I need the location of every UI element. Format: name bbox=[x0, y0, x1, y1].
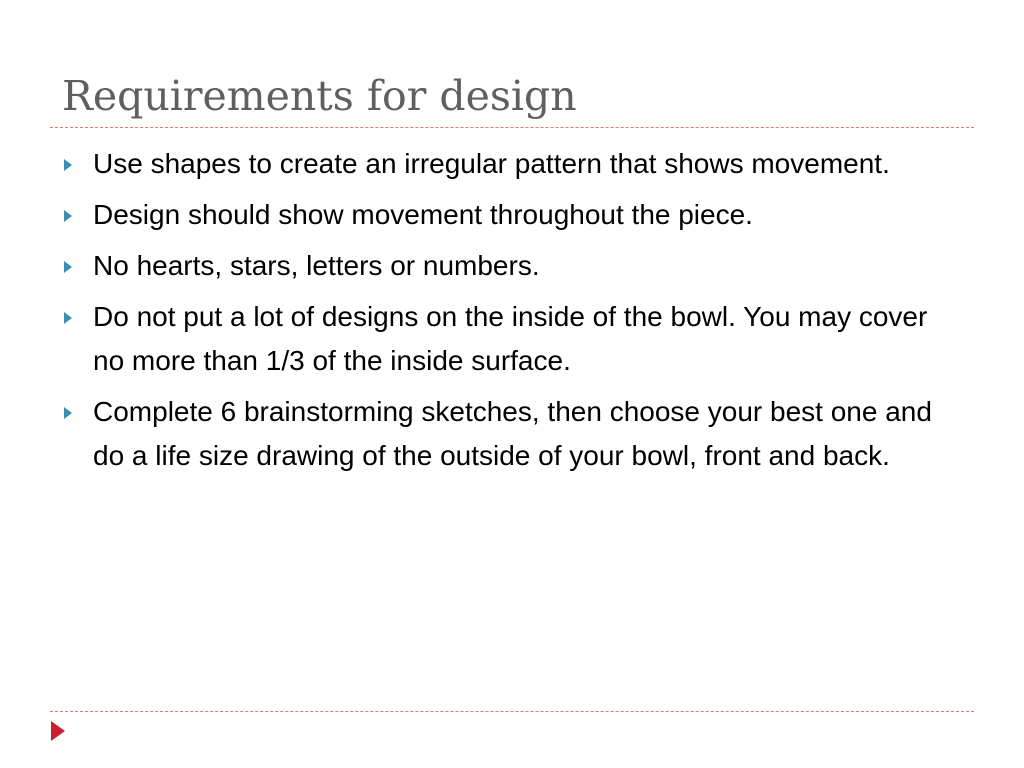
bullet-text: Design should show movement throughout the piece. bbox=[93, 199, 753, 230]
bullet-item bbox=[58, 193, 958, 237]
top-divider bbox=[50, 127, 974, 128]
triangle-bullet-icon bbox=[64, 159, 72, 171]
bottom-divider bbox=[50, 711, 974, 712]
triangle-bullet-icon bbox=[64, 312, 72, 324]
triangle-bullet-icon bbox=[64, 261, 72, 273]
bullet-item bbox=[58, 142, 958, 186]
bullet-item bbox=[58, 295, 958, 383]
bullet-item bbox=[58, 244, 958, 288]
bullet-text: Complete 6 brainstorming sketches, then choose your best one and do a life size drawing of the outside of your bowl, front and back. bbox=[93, 396, 932, 471]
bullet-item bbox=[58, 390, 958, 478]
triangle-bullet-icon bbox=[64, 407, 72, 419]
bullet-text: Do not put a lot of designs on the inside of the bowl. You may cover no more than 1/3 of the inside surface. bbox=[93, 301, 928, 376]
slide-title: Requirements for design bbox=[62, 72, 577, 120]
bullet-text: No hearts, stars, letters or numbers. bbox=[93, 250, 540, 281]
bullet-text: Use shapes to create an irregular pattern that shows movement. bbox=[93, 148, 890, 179]
play-arrow-icon bbox=[51, 721, 65, 741]
triangle-bullet-icon bbox=[64, 210, 72, 222]
bullet-list bbox=[58, 142, 958, 485]
